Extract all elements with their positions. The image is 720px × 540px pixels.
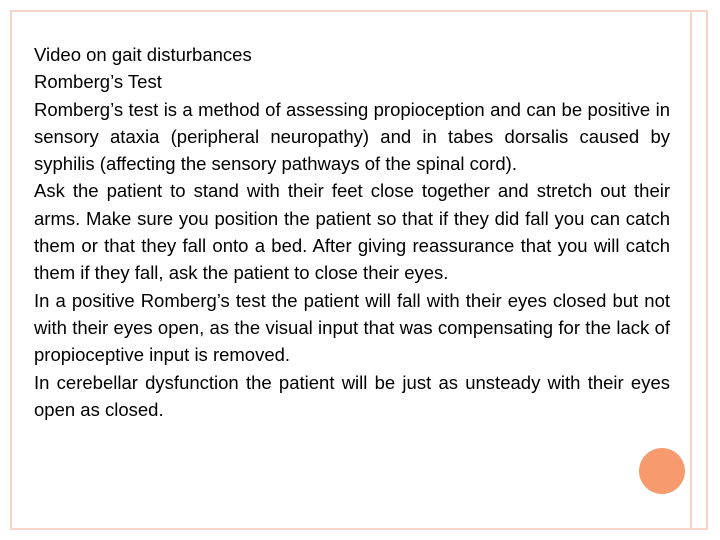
slide-subtitle: Romberg’s Test (34, 71, 162, 93)
slide-body (34, 41, 670, 423)
slide-title: Video on gait disturbances (34, 44, 252, 65)
paragraph-cerebellar: In cerebellar dysfunction the patient will be just as unsteady with their eyes open as closed. (34, 371, 670, 420)
decorative-circle (639, 448, 685, 494)
paragraph-romberg-definition: Romberg’s test is a method of assessing propioception and can be positive in sensory ataxia (peripheral neuropathy) and in tabes dorsalis caused by syphilis (affecting the sensory pathways of the spinal cord). (34, 98, 670, 175)
paragraph-procedure: Ask the patient to stand with their feet close together and stretch out their arms. Make sure you position the patient so that if they did fall you can catch them or that they fall onto a bed. After giving reassurance that you will catch them if they fall, ask the patient to close their eyes. (34, 180, 670, 284)
paragraph-positive-result: In a positive Romberg’s test the patient will fall with their eyes closed but not with their eyes open, as the visual input that was compensating for the lack of propioceptive input is removed. (34, 289, 670, 366)
slide-border-right-line (690, 12, 692, 528)
